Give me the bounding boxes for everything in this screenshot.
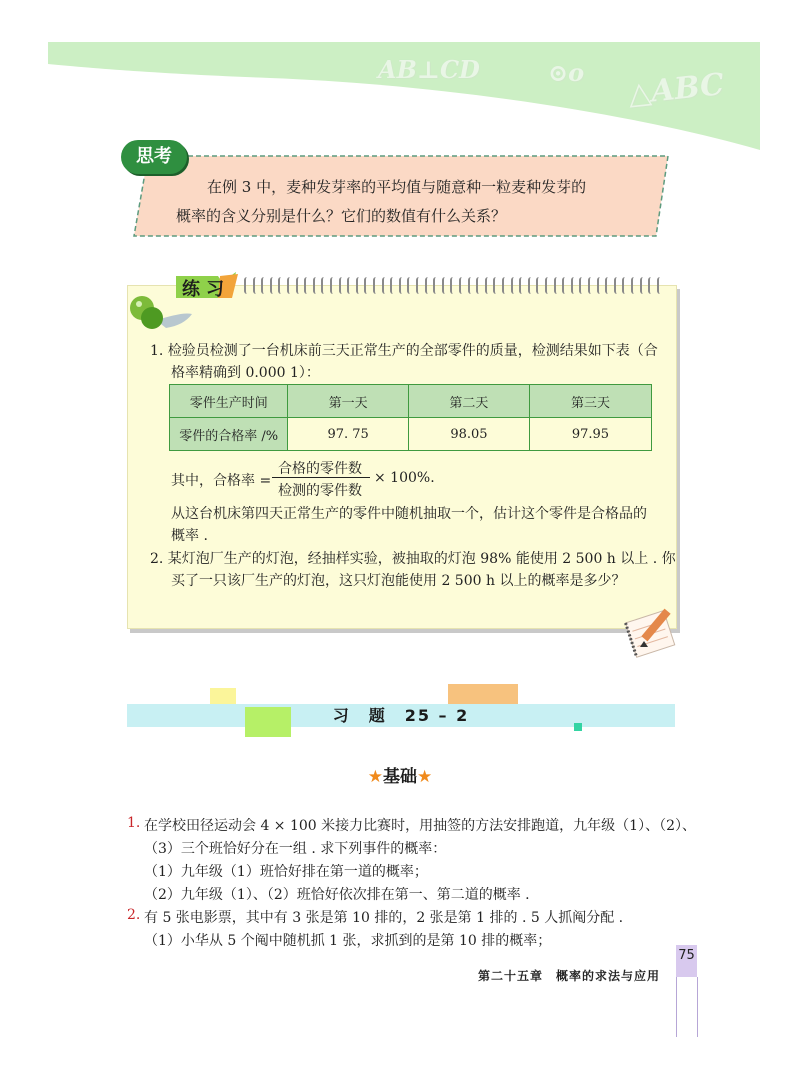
spiral-ring [382, 277, 389, 294]
spiral-ring [450, 277, 457, 294]
section-title-basic [340, 762, 460, 786]
spiral-ring [287, 277, 294, 294]
think-badge: 思考 [121, 140, 187, 174]
table-header-row [170, 385, 652, 418]
spiral-ring [519, 277, 526, 294]
table-header-cell: 第一天 [288, 385, 408, 418]
spiral-ring [657, 277, 664, 294]
spiral-ring [648, 277, 655, 294]
spiral-ring [545, 277, 552, 294]
chapter-footer: 第二十五章 概率的求法与应用 [478, 969, 661, 983]
q1-line-1: 1. 检验员检测了一台机床前三天正常生产的全部零件的质量，检测结果如下表（合 [150, 343, 658, 359]
page-edge-line [676, 977, 677, 1037]
formula-denominator: 检测的零件数 [278, 483, 362, 499]
exercise-number: 1. [127, 815, 141, 831]
spiral-ring [313, 277, 320, 294]
think-line-1: 在例 3 中，麦种发芽率的平均值与随意种一粒麦种发芽的 [207, 178, 587, 196]
think-line-2: 概率的含义分别是什么？它们的数值有什么关系？ [176, 207, 507, 225]
spiral-ring [253, 277, 260, 294]
spiral-ring [579, 277, 586, 294]
spiral-ring [304, 277, 311, 294]
spiral-ring [442, 277, 449, 294]
section-title-label: 基础 [383, 767, 417, 787]
exercise-1-sub-2: （2）九年级（1）、（2）班恰好依次排在第一、第二道的概率 . [144, 887, 530, 903]
practice-title-label: 练习 [182, 279, 230, 300]
table-header-cell: 第三天 [529, 385, 651, 418]
spiral-ring [270, 277, 277, 294]
table-cell: 98.05 [408, 418, 529, 451]
q1-after-line-1: 从这台机床第四天正常生产的零件中随机抽取一个，估计这个零件是合格品的 [171, 506, 647, 522]
spiral-ring [588, 277, 595, 294]
exercise-1-line-2: （3）三个班恰好分在一组 . 求下列事件的概率： [144, 841, 447, 857]
star-icon: ★ [417, 767, 433, 787]
table-header-cell: 第二天 [408, 385, 529, 418]
exercise-1-sub-1: （1）九年级（1）班恰好排在第一道的概率； [144, 864, 428, 880]
spiral-ring [597, 277, 604, 294]
q1-after-line-2: 概率 . [171, 528, 208, 544]
spiral-ring [459, 277, 466, 294]
fraction-bar [272, 477, 370, 478]
table-header-cell: 零件生产时间 [170, 385, 288, 418]
spiral-ring [390, 277, 397, 294]
table-cell: 97. 75 [288, 418, 408, 451]
exercise-title: 习 题 25 – 2 [332, 706, 470, 725]
spiral-ring [631, 277, 638, 294]
q2-line-2: 买了一只该厂生产的灯泡，这只灯泡能使用 2 500 h 以上的概率是多少？ [171, 573, 626, 589]
spiral-ring [554, 277, 561, 294]
spiral-ring [562, 277, 569, 294]
deco-triangle-text: △ABC [626, 67, 726, 112]
q2-line-1: 2. 某灯泡厂生产的灯泡，经抽样实验，被抽取的灯泡 98% 能使用 2 500 h 以上 . 你 [150, 551, 676, 567]
spiral-ring [347, 277, 354, 294]
spiral-ring [407, 277, 414, 294]
spiral-ring [433, 277, 440, 294]
spiral-ring [640, 277, 647, 294]
deco-perpendicular-text: AB⊥CD [378, 55, 480, 84]
spiral-ring [416, 277, 423, 294]
spiral-ring [614, 277, 621, 294]
spiral-ring [296, 277, 303, 294]
formula-suffix: × 100%. [374, 470, 435, 486]
q1-line-2: 格率精确到 0.000 1）： [171, 365, 320, 381]
spiral-ring [373, 277, 380, 294]
spiral-ring [278, 277, 285, 294]
spiral-ring [511, 277, 518, 294]
spiral-ring [356, 277, 363, 294]
spiral-ring [244, 277, 251, 294]
spiral-ring [261, 277, 268, 294]
star-icon: ★ [367, 767, 383, 787]
deco-circle-text: ⊙o [548, 58, 585, 87]
notepad-pencil-icon [622, 603, 684, 661]
spiral-ring [468, 277, 475, 294]
spiral-ring [528, 277, 535, 294]
spiral-ring [622, 277, 629, 294]
table-row [170, 418, 652, 451]
formula-numerator: 合格的零件数 [278, 461, 362, 477]
spiral-ring [493, 277, 500, 294]
spiral-ring [339, 277, 346, 294]
exercise-1-line-1: 在学校田径运动会 4 × 100 米接力比赛时，用抽签的方法安排跑道，九年级（1）、（2）、 [144, 818, 696, 834]
spiral-ring [330, 277, 337, 294]
spiral-ring [476, 277, 483, 294]
table-row-label: 零件的合格率 /% [170, 418, 288, 451]
formula-prefix: 其中，合格率 = [171, 473, 272, 489]
spiral-ring [364, 277, 371, 294]
spiral-ring [571, 277, 578, 294]
spiral-ring [425, 277, 432, 294]
spiral-ring [321, 277, 328, 294]
exercise-2-line-1: 有 5 张电影票，其中有 3 张是第 10 排的，2 张是第 1 排的 . 5 人抓阄分配 . [144, 910, 624, 926]
spiral-ring [536, 277, 543, 294]
spiral-ring [485, 277, 492, 294]
practice-title [172, 272, 242, 302]
page-number: 75 [678, 948, 695, 963]
spiral-ring [502, 277, 509, 294]
table-cell: 97.95 [529, 418, 651, 451]
page-edge-line [697, 977, 698, 1037]
spiral-ring [605, 277, 612, 294]
exercise-number: 2. [127, 907, 141, 923]
exercise-2-sub-1: （1）小华从 5 个阄中随机抓 1 张，求抓到的是第 10 排的概率； [144, 933, 552, 949]
result-table [169, 384, 652, 451]
spiral-ring [399, 277, 406, 294]
